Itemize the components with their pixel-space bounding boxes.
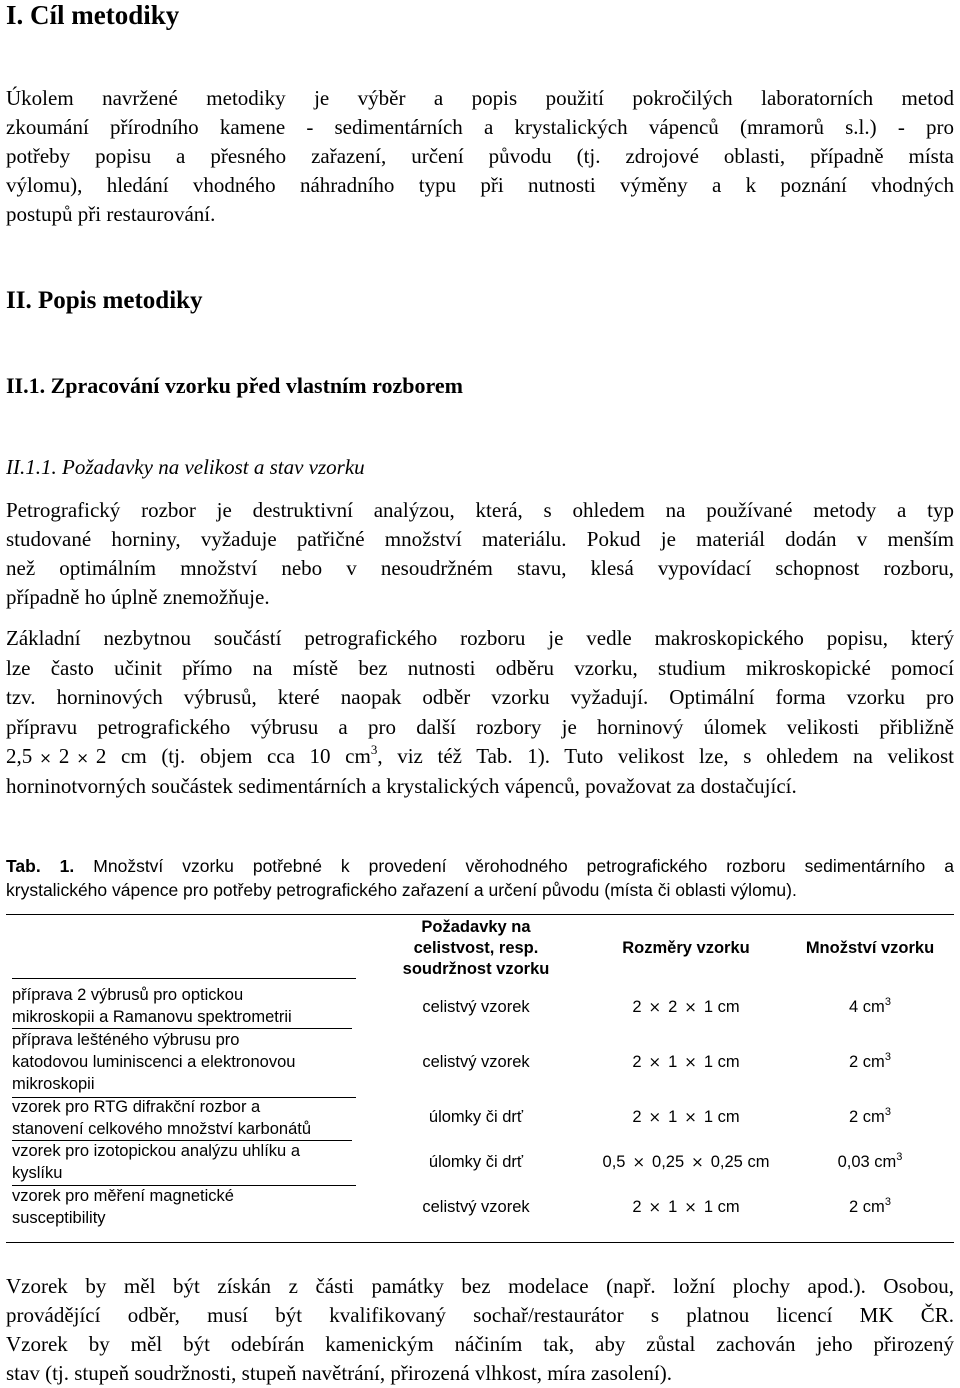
section-heading-goal: I. Cíl metodiky — [6, 0, 180, 30]
paragraph-line: lze často učinit přímo na místě bez nutnosti odběru vzorku, studium mikroskopické pomocí — [6, 655, 954, 680]
times-icon: ⨯ — [684, 1109, 697, 1126]
paragraph-line: Petrografický rozbor je destruktivní analýzou, která, s ohledem na používané metody a typ — [6, 498, 954, 522]
table-row-label — [12, 1185, 352, 1229]
label-line: příprava lešténého výbrusu pro — [12, 1031, 240, 1049]
header-line: celistvost, resp. — [413, 939, 539, 957]
size-value: 2 — [632, 1198, 642, 1216]
header-size: Rozměry vzorku — [622, 939, 750, 957]
paragraph-line: tzv. horninových výbrusů, které naopak odběr vzorku vyžadují. Optimální forma vzorku pro — [6, 685, 954, 710]
paragraph-line: horninotvorných součástek sedimentárních a krystalických vápenců, považovat za dostačující. — [6, 773, 797, 798]
header-line: soudržnost vzorku — [402, 960, 550, 978]
header-rule — [12, 978, 356, 979]
label-line: vzorek pro měření magnetické — [12, 1187, 234, 1205]
label-line: příprava 2 výbrusů pro optickou — [12, 986, 244, 1004]
times-icon: ⨯ — [648, 1199, 662, 1216]
paragraph-line: Úkolem navržené metodiky je výběr a popis použití pokročilých laboratorních metod — [6, 86, 954, 110]
paragraph-line: Vzorek by měl být získán z části památky bez modelace (např. ložní plochy apod.). Osobou, — [6, 1274, 954, 1298]
superscript: 3 — [884, 996, 891, 1008]
size-value: 2 — [632, 1108, 642, 1126]
size-value: 1 — [668, 1053, 678, 1071]
row-requirement: celistvý vzorek — [422, 1198, 530, 1216]
paragraph-line: Základní nezbytnou součástí petrografického rozboru je vedle makroskopického popisu, který — [6, 626, 954, 650]
label-line: stanovení celkového množství karbonátů — [12, 1118, 352, 1141]
paragraph-line: stav (tj. stupeň soudržnosti, stupeň navětrání, přirozená vlhkost, míra zasolení). — [6, 1361, 673, 1385]
row-requirement: celistvý vzorek — [422, 998, 530, 1016]
amount-value: 2 cm — [849, 1053, 885, 1071]
row-size — [586, 1106, 786, 1129]
row-amount — [786, 996, 954, 1018]
row-requirement: úlomky či drť — [428, 1108, 524, 1126]
size-value: 1 cm — [703, 1053, 740, 1071]
row-requirement: celistvý vzorek — [422, 1053, 530, 1071]
label-line: mikroskopii a Ramanovu spektrometrii — [12, 1006, 352, 1029]
row-requirement: úlomky či drť — [428, 1153, 524, 1171]
subsection-heading-preparation: II.1. Zpracování vzorku před vlastním rozborem — [6, 373, 463, 398]
size-value: 0,25 — [652, 1153, 685, 1171]
size-value: 1 cm — [703, 998, 740, 1016]
section-heading-method: II. Popis metodiky — [6, 287, 203, 314]
label-line: susceptibility — [12, 1209, 106, 1227]
paragraph-line: než optimálním množství nebo v nesoudržném stavu, klesá vypovídací schopnost rozboru, — [6, 556, 954, 580]
label-line: kyslíku — [12, 1164, 63, 1182]
caption-text: Množství vzorku potřebné k provedení věrohodného petrografického rozboru sedimentárního a — [74, 856, 954, 876]
table-bottom-rule — [6, 1242, 954, 1243]
times-icon: ⨯ — [684, 1054, 697, 1071]
sample-table — [6, 0, 954, 1388]
times-icon: ⨯ — [648, 1109, 662, 1126]
times-icon: ⨯ — [691, 1154, 704, 1171]
paragraph-line: potřeby popisu a přesného zařazení, určení původu (tj. zdrojové oblasti, případně místa — [6, 144, 954, 168]
table-row-label — [12, 984, 352, 1029]
size-value: 0,25 cm — [710, 1153, 770, 1171]
amount-value: 2 cm — [849, 1108, 885, 1126]
paragraph-line: výlomu), hledání vhodného náhradního typu při nutnosti výměny a k poznání vhodných — [6, 173, 954, 197]
caption-label: Tab. 1. — [6, 856, 75, 876]
dimension-value: 2 — [58, 744, 70, 769]
times-icon: ⨯ — [76, 751, 89, 768]
row-size — [586, 1196, 786, 1219]
size-value: 0,5 — [602, 1153, 626, 1171]
paragraph-line: zkoumání přírodního kamene - sedimentárních a krystalických vápenců (mramorů s.l.) - pro — [6, 115, 954, 139]
amount-value: 0,03 cm — [837, 1153, 897, 1171]
label-line: mikroskopii — [12, 1075, 95, 1093]
row-size — [586, 996, 786, 1019]
size-value: 2 — [632, 1053, 642, 1071]
dimension-text: 2 cm (tj. objem cca 10 cm — [95, 744, 371, 769]
closing-paragraph — [6, 1272, 954, 1388]
times-icon: ⨯ — [648, 1054, 662, 1071]
superscript: 3 — [370, 742, 378, 758]
header-requirement — [386, 917, 566, 980]
times-icon: ⨯ — [632, 1154, 646, 1171]
dimension-value: 2,5 — [6, 744, 33, 769]
row-size — [586, 1151, 786, 1174]
row-size — [586, 1051, 786, 1074]
amount-value: 2 cm — [849, 1198, 885, 1216]
size-value: 2 — [632, 998, 642, 1016]
table-row-label — [12, 1096, 352, 1141]
label-line: katodovou luminiscenci a elektronovou — [12, 1053, 296, 1071]
subsubsection-heading-requirements: II.1.1. Požadavky na velikost a stav vzorku — [6, 455, 365, 479]
header-line: Požadavky na — [421, 918, 531, 936]
size-value: 1 cm — [703, 1108, 740, 1126]
dimension-text-rest: , viz též Tab. 1). Tuto velikost lze, s ohledem na velikost — [377, 744, 954, 769]
paragraph-line: případně ho úplně znemožňuje. — [6, 585, 270, 609]
caption-line: krystalického vápence pro potřeby petrografického zařazení a určení původu (místa či oblasti výlomu). — [6, 880, 797, 900]
superscript: 3 — [896, 1151, 903, 1163]
times-icon: ⨯ — [39, 751, 52, 768]
size-value: 1 — [668, 1198, 678, 1216]
times-icon: ⨯ — [684, 1199, 697, 1216]
times-icon: ⨯ — [684, 999, 697, 1016]
paragraph-line: Vzorek by měl být odebírán kamenickým náčiním tak, aby zůstal zachován jeho přirozený — [6, 1332, 954, 1356]
row-amount — [786, 1151, 954, 1173]
paragraph-line: studované horniny, vyžaduje patřičné množství materiálu. Pokud je materiál dodán v menším — [6, 527, 954, 551]
size-value: 1 — [668, 1108, 678, 1126]
times-icon: ⨯ — [648, 999, 662, 1016]
label-line: vzorek pro izotopickou analýzu uhlíku a — [12, 1142, 300, 1160]
size-value: 2 — [668, 998, 678, 1016]
table-row-label — [12, 1029, 352, 1095]
superscript: 3 — [884, 1106, 891, 1118]
superscript: 3 — [884, 1196, 891, 1208]
label-line: vzorek pro RTG difrakční rozbor a — [12, 1098, 261, 1116]
paragraph-line: přípravu petrografického výbrusu a pro další rozbory je horninový úlomek velikosti přibližně — [6, 714, 954, 739]
paragraph-line: postupů při restaurování. — [6, 202, 216, 226]
row-amount — [786, 1051, 954, 1073]
table-row-label — [12, 1140, 352, 1184]
superscript: 3 — [884, 1051, 891, 1063]
paragraph-line: provádějící odběr, musí být kvalifikovaný sochař/restaurátor s platnou licencí MK ČR. — [6, 1303, 954, 1327]
header-amount: Množství vzorku — [805, 939, 935, 957]
amount-value: 4 cm — [849, 998, 885, 1016]
row-amount — [786, 1106, 954, 1128]
size-value: 1 cm — [703, 1198, 740, 1216]
row-amount — [786, 1196, 954, 1218]
